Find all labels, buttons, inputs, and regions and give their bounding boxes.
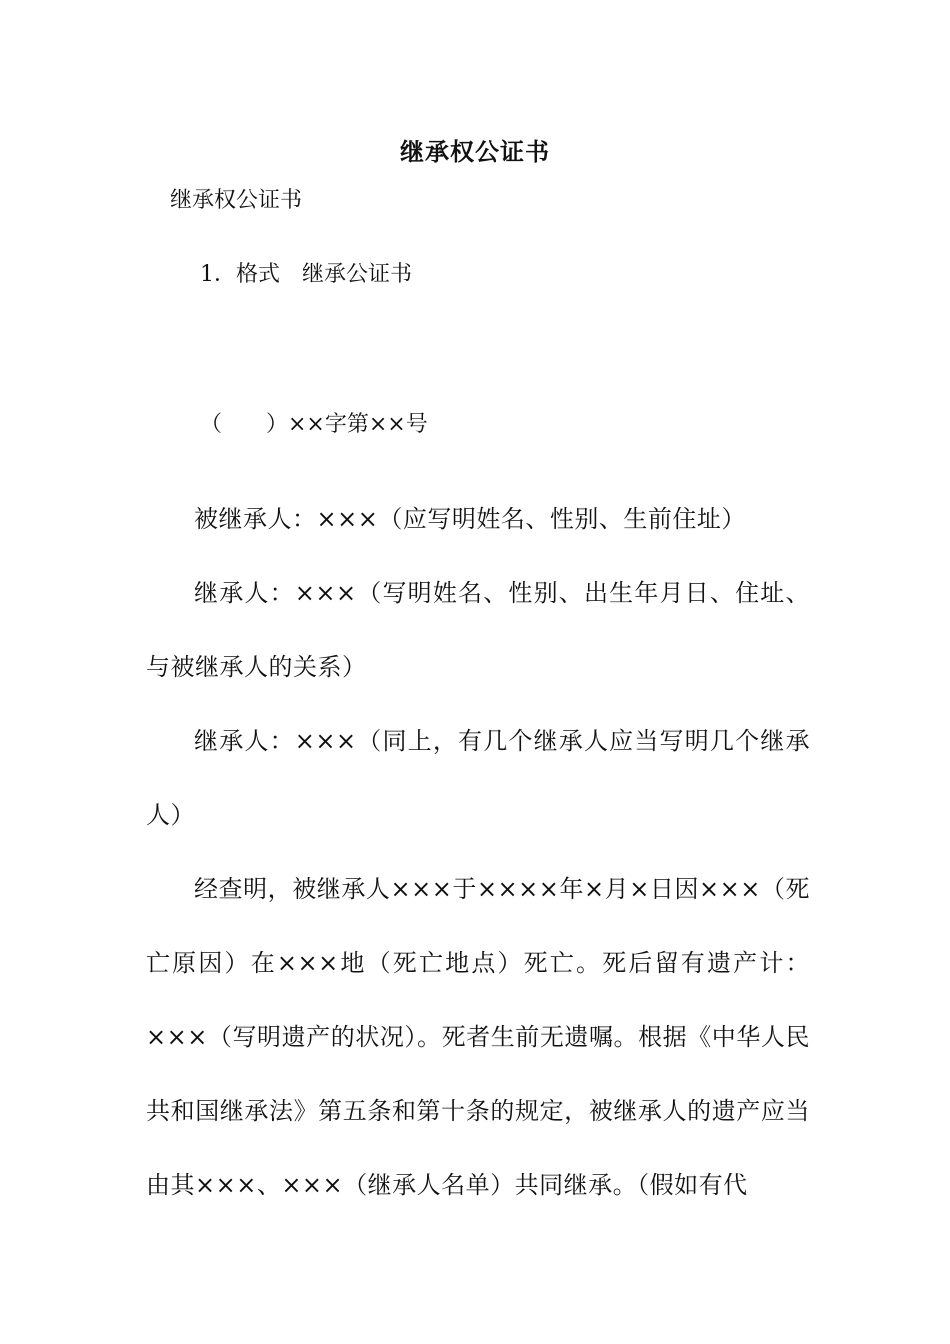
paragraph-heir-2: 继承人：×××（同上，有几个继承人应当写明几个继承人） [146,727,810,829]
paragraph-heir-1: 继承人：×××（写明姓名、性别、出生年月日、住址、与被继承人的关系） [146,579,810,681]
document-title: 继承权公证书 [400,137,550,166]
document-number: （ ）××字第××号 [200,412,428,437]
document-body [146,482,810,1222]
paragraph-decedent: 被继承人：×××（应写明姓名、性别、生前住址） [194,505,746,533]
format-heading: 1．格式 继承公证书 [200,262,412,287]
paragraph-findings: 经查明，被继承人×××于××××年×月×日因×××（死亡原因）在×××地（死亡地点）死亡。死后留有遗产计：×××（写明遗产的状况）。死者生前无遗嘱。根据《中华人民共和国继承法》第五条和第十条的规定，被继承人的遗产应当由其×××、×××（继承人名单）共同继承。（假如有代 [146,875,810,1199]
document-subtitle: 继承权公证书 [170,188,303,213]
